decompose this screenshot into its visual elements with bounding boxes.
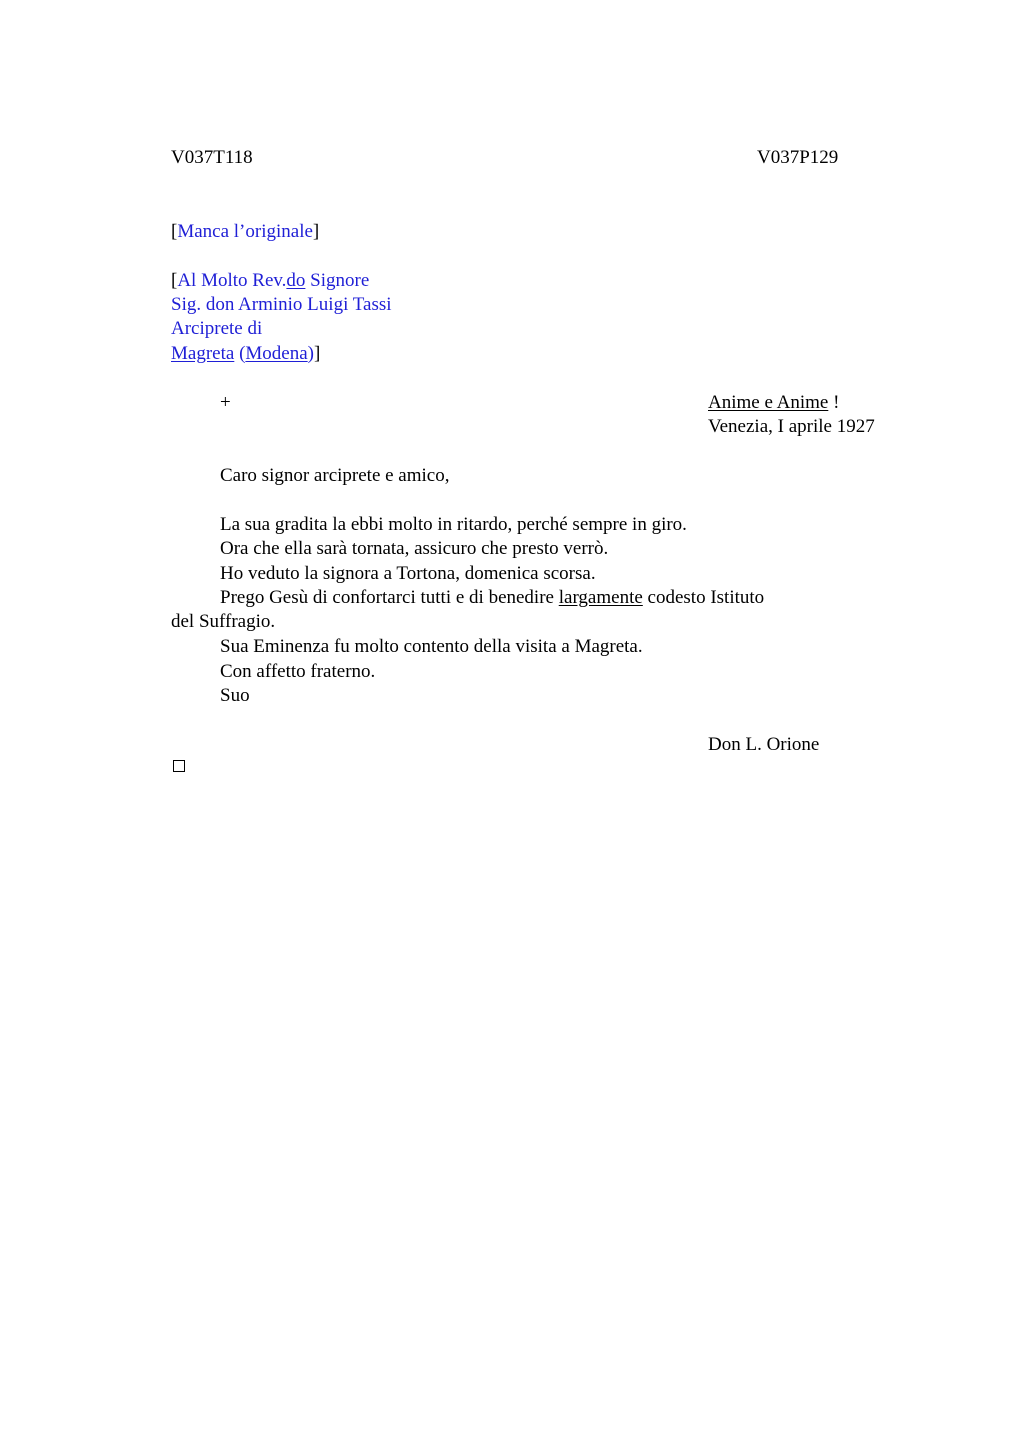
paragraph-4-continuation: del Suffragio.: [171, 611, 276, 632]
address-paren-close: ): [307, 343, 314, 364]
motto-text: Anime e Anime: [708, 392, 829, 413]
cross-symbol: +: [220, 392, 231, 413]
paragraph-2: Ora che ella sarà tornata, assicuro che presto verrò.: [220, 538, 609, 559]
note-close-bracket: ]: [312, 221, 320, 242]
paragraph-4: [220, 586, 764, 610]
paragraph-4-start: Prego Gesù di confortarci tutti e di benedire: [220, 587, 559, 608]
paragraph-4-emphasis: largamente: [558, 587, 643, 608]
paragraph-3: Ho veduto la signora a Tortona, domenica scorsa.: [220, 563, 596, 584]
page-code-right: V037P129: [757, 147, 839, 168]
salutation: Caro signor arciprete e amico,: [220, 465, 450, 486]
address-line-1: [171, 269, 369, 293]
paragraph-1: La sua gradita la ebbi molto in ritardo, perché sempre in giro.: [220, 514, 687, 535]
end-marker-box: [173, 760, 185, 772]
address-open-bracket: [: [171, 270, 178, 291]
address-city: Magreta: [171, 343, 235, 364]
motto-exclamation: !: [828, 392, 840, 413]
address-close-bracket: ]: [313, 343, 321, 364]
note-text: Manca l’originale: [177, 221, 313, 242]
address-title: Al Molto Rev.: [177, 270, 287, 291]
paragraph-4-end: codesto Istituto: [642, 587, 765, 608]
place-date: Venezia, I aprile 1927: [708, 416, 875, 437]
address-paren-open: (: [239, 343, 246, 364]
address-province: Modena: [245, 343, 308, 364]
paragraph-5: Sua Eminenza fu molto contento della visita a Magreta.: [220, 636, 643, 657]
document-code-left: V037T118: [171, 147, 253, 168]
note-open-bracket: [: [171, 221, 178, 242]
closing: Suo: [220, 685, 250, 706]
address-line-4: [171, 342, 320, 366]
address-line-2: Sig. don Arminio Luigi Tassi: [171, 294, 392, 315]
address-line-3: Arciprete di: [171, 318, 263, 339]
signature: Don L. Orione: [708, 734, 820, 755]
paragraph-6: Con affetto fraterno.: [220, 661, 376, 682]
address-signore: Signore: [305, 270, 370, 291]
editorial-note: [171, 220, 319, 244]
address-title-superscript: do: [286, 270, 306, 291]
motto: [708, 391, 839, 415]
